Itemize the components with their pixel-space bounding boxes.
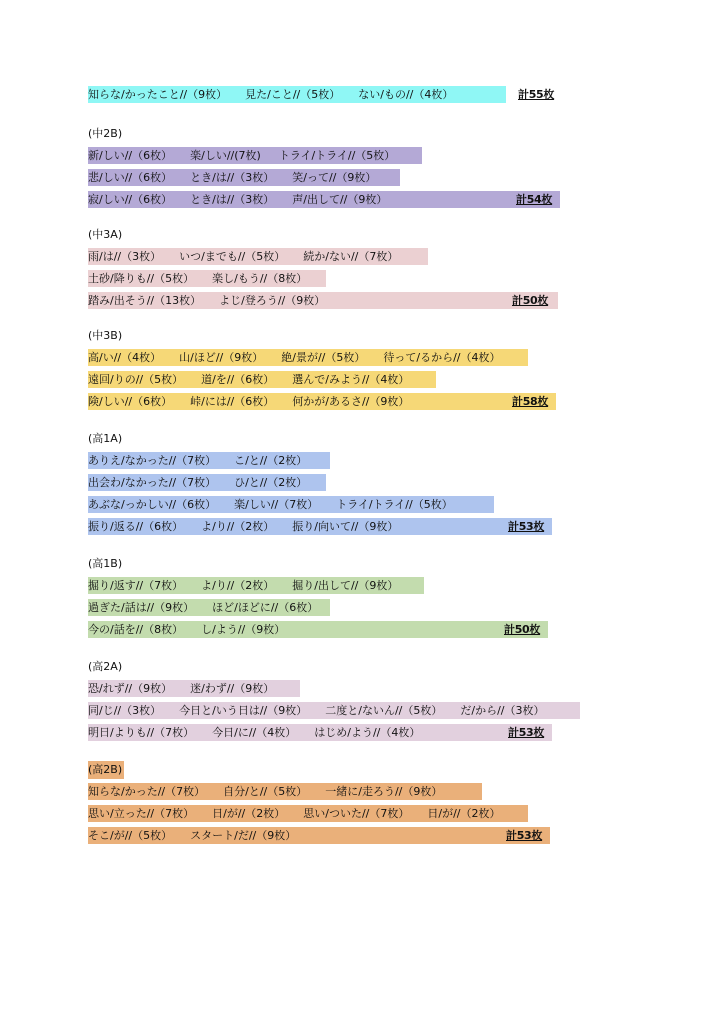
phrase-segment: トライ/トライ//（5枚） xyxy=(278,149,396,162)
document-page xyxy=(88,86,608,849)
phrase-segment: 悲/しい//（6枚） xyxy=(88,171,173,184)
phrase-segment: 恐/れず//（9枚） xyxy=(88,682,173,695)
phrase-line xyxy=(88,496,608,513)
highlight-bar xyxy=(88,248,428,265)
phrase-line xyxy=(88,349,608,366)
phrase-segment: よ/り//（2枚） xyxy=(201,579,275,592)
phrase-line xyxy=(88,577,608,594)
phrase-segment: 今日と/いう日は//（9枚） xyxy=(179,704,308,717)
phrase-segment: こ/と//（2枚） xyxy=(234,454,308,467)
phrase-segment: トライ/トライ//（5枚） xyxy=(336,498,453,511)
phrase-line xyxy=(88,371,608,388)
phrase-segment: し/よう//（9枚） xyxy=(201,623,286,636)
total-count: 計50枚 xyxy=(512,294,549,307)
total-line xyxy=(88,518,608,535)
highlight-bar xyxy=(88,805,528,822)
section xyxy=(88,226,608,309)
phrase-segment: 選んで/みよう//（4枚） xyxy=(292,373,410,386)
phrase-segment: 思い/立った//（7枚） xyxy=(88,807,195,820)
phrase-segment: だ/から//（3枚） xyxy=(460,704,545,717)
phrase-segment: 何かが/あるさ//（9枚） xyxy=(292,395,410,408)
phrase-segment: 高/い//（4枚） xyxy=(88,351,162,364)
section xyxy=(88,327,608,410)
phrase-segment: スタート/だ//（9枚） xyxy=(190,829,297,842)
phrase-segment: 日/が//（2枚） xyxy=(427,807,501,820)
total-count: 計53枚 xyxy=(508,726,545,739)
phrase-segment: 山/ほど//（9枚） xyxy=(179,351,264,364)
phrase-line xyxy=(88,805,608,822)
phrase-line xyxy=(88,680,608,697)
highlight-bar xyxy=(88,621,548,638)
phrase-segment: いつ/までも//（5枚） xyxy=(179,250,286,263)
highlight-bar xyxy=(88,147,422,164)
highlight-bar xyxy=(88,474,326,491)
phrase-segment: 二度と/ないん//（5枚） xyxy=(325,704,443,717)
phrase-segment: 掘り/出して//（9枚） xyxy=(292,579,399,592)
phrase-segment: 遠回/りの//（5枚） xyxy=(88,373,184,386)
phrase-segment: 自分/と//（5枚） xyxy=(223,785,308,798)
total-count: 計53枚 xyxy=(508,520,545,533)
phrase-segment: ありえ/なかった//（7枚） xyxy=(88,454,217,467)
section xyxy=(88,430,608,535)
phrase-segment: ひ/と//（2枚） xyxy=(234,476,308,489)
highlight-bar xyxy=(88,349,528,366)
total-line xyxy=(88,393,608,410)
phrase-segment: 険/しい//（6枚） xyxy=(88,395,173,408)
phrase-segment: 峠/には//（6枚） xyxy=(190,395,275,408)
phrase-segment: 知らな/かった//（7枚） xyxy=(88,785,206,798)
section-title: (中3A) xyxy=(88,228,123,241)
highlight-bar xyxy=(88,702,580,719)
phrase-segment: 道/を//（6枚） xyxy=(201,373,275,386)
phrase-segment: 思い/ついた//（7枚） xyxy=(303,807,410,820)
phrase-line xyxy=(88,248,608,265)
phrase-line xyxy=(88,783,608,800)
total-line xyxy=(88,827,608,844)
phrase-segment: 今の/話を//（8枚） xyxy=(88,623,184,636)
total-line xyxy=(88,292,608,309)
phrase-segment: 楽し/もう//（8枚） xyxy=(212,272,308,285)
phrase-line xyxy=(88,599,608,616)
phrase-segment: 日/が//（2枚） xyxy=(212,807,286,820)
phrase-segment: 踏み/出そう//（13枚） xyxy=(88,294,202,307)
total-line xyxy=(88,621,608,638)
phrase-segment: 見た/こと//（5枚） xyxy=(245,88,341,101)
phrase-line xyxy=(88,702,608,719)
phrase-segment: 待って/るから//（4枚） xyxy=(383,351,501,364)
total-count: 計53枚 xyxy=(506,829,543,842)
phrase-segment: 楽/しい//（7枚） xyxy=(234,498,319,511)
highlight-bar xyxy=(88,452,330,469)
total-line xyxy=(88,191,608,208)
section-title: (高2B) xyxy=(88,761,124,779)
highlight-bar xyxy=(88,827,550,844)
phrase-segment: とき/は//（3枚） xyxy=(190,171,275,184)
phrase-line xyxy=(88,169,608,186)
section-title: (中2B) xyxy=(88,127,123,140)
phrase-segment: 楽/しい//(7枚) xyxy=(190,149,261,162)
phrase-segment: 知らな/かったこと//（9枚） xyxy=(88,88,228,101)
phrase-segment: 土砂/降りも//（5枚） xyxy=(88,272,195,285)
phrase-segment: よ/り//（2枚） xyxy=(201,520,275,533)
phrase-line xyxy=(88,270,608,287)
total-count: 計55枚 xyxy=(518,88,555,101)
section-title: (中3B) xyxy=(88,329,123,342)
phrase-segment: はじめ/よう//（4枚） xyxy=(314,726,421,739)
phrase-line xyxy=(88,452,608,469)
highlight-bar xyxy=(88,496,494,513)
section-title: (高1A) xyxy=(88,432,123,445)
phrase-segment: とき/は//（3枚） xyxy=(190,193,275,206)
phrase-line xyxy=(88,474,608,491)
total-count: 計58枚 xyxy=(512,395,549,408)
highlight-bar xyxy=(88,724,552,741)
phrase-segment: 続か/ない//（7枚） xyxy=(303,250,399,263)
highlight-bar xyxy=(88,292,558,309)
section xyxy=(88,761,608,844)
phrase-segment: 一緒に/走ろう//（9枚） xyxy=(325,785,443,798)
phrase-segment: 雨/は//（3枚） xyxy=(88,250,162,263)
phrase-segment: 明日/よりも//（7枚） xyxy=(88,726,195,739)
total-line xyxy=(88,86,608,103)
highlight-bar xyxy=(88,393,556,410)
highlight-bar xyxy=(88,169,400,186)
total-count: 計50枚 xyxy=(504,623,541,636)
phrase-segment: ほど/ほどに//（6枚） xyxy=(212,601,319,614)
phrase-segment: よじ/登ろう//（9枚） xyxy=(219,294,326,307)
phrase-segment: 出会わ/なかった//（7枚） xyxy=(88,476,217,489)
phrase-segment: 振り/向いて//（9枚） xyxy=(292,520,399,533)
phrase-segment: 掘り/返す//（7枚） xyxy=(88,579,184,592)
phrase-segment: 迷/わず//（9枚） xyxy=(190,682,275,695)
highlight-bar xyxy=(88,577,424,594)
highlight-bar xyxy=(88,518,552,535)
phrase-segment: あぶな/っかしい//（6枚） xyxy=(88,498,217,511)
section xyxy=(88,125,608,208)
phrase-segment: ない/もの//（4枚） xyxy=(358,88,454,101)
phrase-segment: 新/しい//（6枚） xyxy=(88,149,173,162)
section xyxy=(88,658,608,741)
highlight-bar xyxy=(88,371,436,388)
section xyxy=(88,555,608,638)
highlight-bar xyxy=(88,599,330,616)
phrase-segment: 同/じ//（3枚） xyxy=(88,704,162,717)
phrase-segment: 過ぎた/話は//（9枚） xyxy=(88,601,195,614)
total-line xyxy=(88,724,608,741)
highlight-bar xyxy=(88,680,300,697)
section-title: (高1B) xyxy=(88,557,123,570)
phrase-segment: 今日/に//（4枚） xyxy=(212,726,297,739)
phrase-segment: 寂/しい//（6枚） xyxy=(88,193,173,206)
section xyxy=(88,86,608,103)
phrase-segment: 振り/返る//（6枚） xyxy=(88,520,184,533)
total-count: 計54枚 xyxy=(516,193,553,206)
phrase-segment: 笑/って//（9枚） xyxy=(292,171,377,184)
phrase-segment: 絶/景が//（5枚） xyxy=(281,351,366,364)
phrase-line xyxy=(88,147,608,164)
phrase-segment: 声/出して//（9枚） xyxy=(292,193,388,206)
highlight-bar xyxy=(88,270,326,287)
highlight-bar xyxy=(88,783,482,800)
highlight-bar xyxy=(88,191,560,208)
highlight-bar xyxy=(88,86,506,103)
section-title: (高2A) xyxy=(88,660,123,673)
phrase-segment: そこ/が//（5枚） xyxy=(88,829,173,842)
